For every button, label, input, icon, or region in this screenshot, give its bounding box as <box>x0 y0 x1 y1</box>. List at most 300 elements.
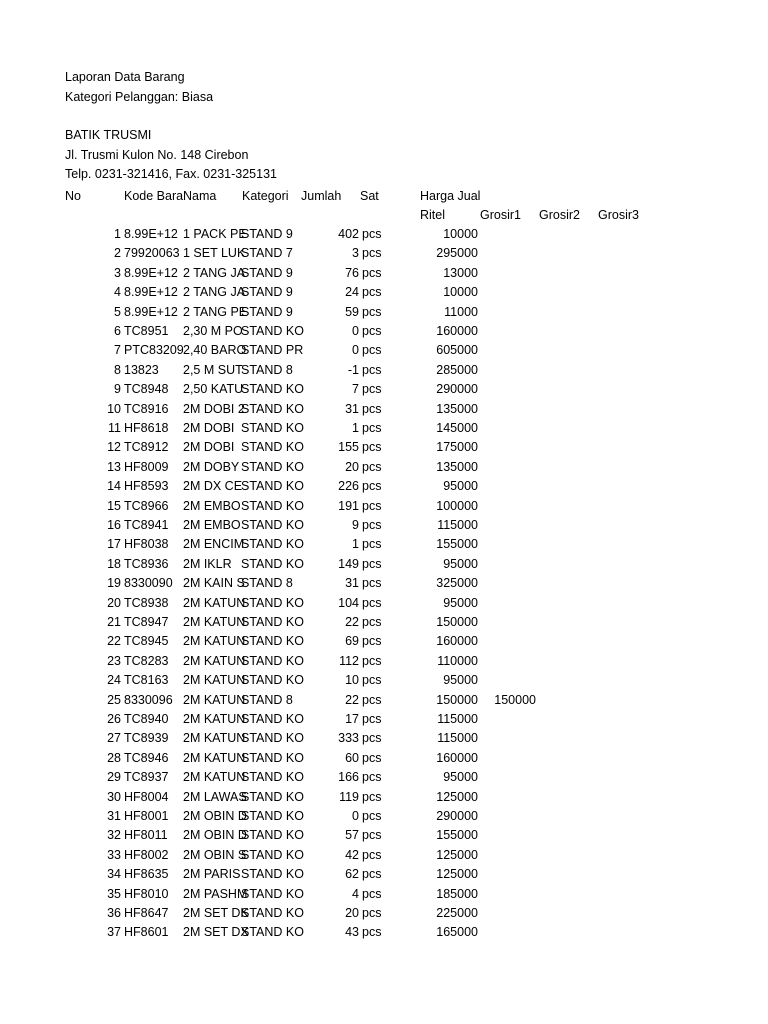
cell-kategori: STAND KO <box>241 499 304 513</box>
company-address: Jl. Trusmi Kulon No. 148 Cirebon <box>65 148 249 162</box>
cell-no: 13 <box>107 460 121 474</box>
cell-sat: pcs <box>362 809 382 823</box>
cell-jumlah: 10 <box>345 673 359 687</box>
cell-no: 3 <box>114 266 121 280</box>
cell-nama: 2 TANG PE <box>183 305 248 319</box>
cell-grosir1 <box>478 341 536 359</box>
cell-no: 27 <box>107 731 121 745</box>
cell-ritel: 135000 <box>436 402 478 416</box>
cell-grosir1 <box>478 671 536 689</box>
cell-nama: 2M IKLR <box>183 557 232 571</box>
cell-nama: 2M KATUN <box>183 615 246 629</box>
cell-kategori: STAND KO <box>241 848 304 862</box>
cell-kategori: STAND KO <box>241 402 304 416</box>
cell-nama: 2M OBIN S <box>183 848 247 862</box>
cell-ritel: 115000 <box>437 712 478 726</box>
cell-no: 14 <box>107 479 121 493</box>
cell-no: 33 <box>107 848 121 862</box>
cell-kode: TC8940 <box>124 712 169 726</box>
cell-sat: pcs <box>362 712 382 726</box>
cell-no: 7 <box>114 343 121 357</box>
cell-kode: HF8001 <box>124 809 169 823</box>
cell-no: 15 <box>107 499 121 513</box>
cell-grosir1 <box>478 768 536 786</box>
cell-nama: 2M ENCIM <box>183 537 245 551</box>
cell-kategori: STAND KO <box>241 421 304 435</box>
cell-no: 4 <box>114 285 121 299</box>
cell-jumlah: 402 <box>338 227 359 241</box>
cell-kode: TC8966 <box>124 499 169 513</box>
cell-ritel: 290000 <box>436 382 478 396</box>
cell-kode: HF8038 <box>124 537 169 551</box>
cell-sat: pcs <box>362 305 382 319</box>
cell-jumlah: 1 <box>352 421 359 435</box>
cell-nama: 2M DOBI 2 <box>183 402 245 416</box>
cell-no: 34 <box>107 867 121 881</box>
cell-sat: pcs <box>362 266 382 280</box>
cell-grosir1 <box>478 865 536 883</box>
cell-kategori: STAND KO <box>241 537 304 551</box>
cell-sat: pcs <box>362 285 382 299</box>
cell-kode: HF8601 <box>124 925 169 939</box>
cell-kode: TC8939 <box>124 731 169 745</box>
cell-sat: pcs <box>362 867 382 881</box>
cell-jumlah: 0 <box>352 343 359 357</box>
cell-nama: 2,30 M PO <box>183 324 243 338</box>
cell-jumlah: 9 <box>352 518 359 532</box>
cell-no: 9 <box>114 382 121 396</box>
cell-no: 2 <box>114 246 121 260</box>
cell-kode: 8.99E+12 <box>124 227 178 241</box>
cell-jumlah: 57 <box>345 828 359 842</box>
cell-grosir1 <box>478 555 536 573</box>
cell-kode: HF8593 <box>124 479 169 493</box>
cell-jumlah: 119 <box>339 790 359 804</box>
cell-nama: 2,50 KATU <box>183 382 244 396</box>
cell-no: 21 <box>107 615 121 629</box>
cell-ritel: 10000 <box>443 227 478 241</box>
cell-kode: HF8004 <box>124 790 169 804</box>
cell-nama: 2M DOBI <box>183 440 235 454</box>
cell-kode: HF8647 <box>124 906 169 920</box>
cell-grosir1 <box>478 516 536 534</box>
cell-grosir1 <box>478 264 536 282</box>
cell-nama: 2M DOBY <box>183 460 240 474</box>
cell-nama: 2M PARIS <box>183 867 241 881</box>
cell-kategori: STAND KO <box>241 596 304 610</box>
cell-sat: pcs <box>362 828 382 842</box>
cell-grosir1 <box>478 380 536 398</box>
cell-no: 37 <box>107 925 121 939</box>
cell-sat: pcs <box>362 906 382 920</box>
cell-kategori: STAND KO <box>241 557 304 571</box>
cell-kategori: STAND KO <box>241 324 304 338</box>
cell-nama: 2M KATUN <box>183 673 246 687</box>
cell-ritel: 325000 <box>436 576 478 590</box>
cell-grosir1 <box>478 458 536 476</box>
cell-sat: pcs <box>362 673 382 687</box>
cell-no: 16 <box>107 518 121 532</box>
cell-ritel: 165000 <box>436 925 478 939</box>
cell-ritel: 150000 <box>436 615 478 629</box>
cell-ritel: 95000 <box>443 479 478 493</box>
cell-sat: pcs <box>362 634 382 648</box>
cell-no: 6 <box>114 324 121 338</box>
cell-grosir1 <box>478 225 536 243</box>
cell-kategori: STAND KO <box>241 867 304 881</box>
cell-kategori: STAND KO <box>241 751 304 765</box>
cell-sat: pcs <box>362 654 382 668</box>
cell-nama: 2M EMBO <box>183 518 241 532</box>
customer-category: Kategori Pelanggan: Biasa <box>65 90 214 104</box>
cell-kode: TC8916 <box>124 402 169 416</box>
header-harga-jual: Harga Jual <box>420 189 481 203</box>
cell-kategori: STAND 8 <box>241 693 293 707</box>
cell-nama: 2M KATUN <box>183 596 246 610</box>
cell-kode: PTC83209 <box>124 343 184 357</box>
cell-jumlah: 191 <box>338 499 359 513</box>
cell-kategori: STAND KO <box>241 615 304 629</box>
cell-nama: 2M EMBO <box>183 499 241 513</box>
cell-kategori: STAND KO <box>241 479 304 493</box>
cell-kategori: STAND KO <box>241 440 304 454</box>
cell-no: 19 <box>107 576 121 590</box>
cell-kode: HF8635 <box>124 867 169 881</box>
cell-kode: TC8912 <box>124 440 169 454</box>
cell-jumlah: 4 <box>352 887 359 901</box>
cell-ritel: 95000 <box>443 673 478 687</box>
cell-grosir1 <box>478 710 536 728</box>
cell-ritel: 95000 <box>443 596 478 610</box>
cell-grosir1 <box>478 574 536 592</box>
cell-sat: pcs <box>362 363 382 377</box>
cell-kode: TC8948 <box>124 382 169 396</box>
cell-jumlah: 20 <box>345 906 359 920</box>
cell-grosir1 <box>478 322 536 340</box>
cell-kategori: STAND 7 <box>241 246 293 260</box>
cell-kode: 8330090 <box>124 576 173 590</box>
cell-nama: 2M SET DK <box>183 906 249 920</box>
cell-ritel: 285000 <box>436 363 478 377</box>
header-nama: Nama <box>183 189 217 203</box>
company-name: BATIK TRUSMI <box>65 128 152 142</box>
cell-ritel: 115000 <box>437 731 478 745</box>
cell-sat: pcs <box>362 382 382 396</box>
cell-kode: HF8011 <box>124 828 168 842</box>
cell-no: 26 <box>107 712 121 726</box>
cell-grosir1 <box>478 438 536 456</box>
cell-ritel: 125000 <box>436 848 478 862</box>
header-kode: Kode Bara <box>124 189 184 203</box>
cell-sat: pcs <box>362 343 382 357</box>
cell-grosir1 <box>478 826 536 844</box>
cell-no: 12 <box>107 440 121 454</box>
cell-kode: TC8936 <box>124 557 169 571</box>
cell-grosir1 <box>478 477 536 495</box>
cell-sat: pcs <box>362 596 382 610</box>
cell-kode: TC8946 <box>124 751 169 765</box>
cell-jumlah: 62 <box>345 867 359 881</box>
cell-jumlah: 59 <box>345 305 359 319</box>
cell-no: 11 <box>108 421 121 435</box>
cell-ritel: 95000 <box>443 770 478 784</box>
cell-no: 28 <box>107 751 121 765</box>
cell-nama: 2M KATUN <box>183 751 246 765</box>
cell-no: 20 <box>107 596 121 610</box>
cell-jumlah: 22 <box>345 615 359 629</box>
cell-kode: 8.99E+12 <box>124 266 178 280</box>
header-jumlah: Jumlah <box>301 189 342 203</box>
cell-ritel: 95000 <box>443 557 478 571</box>
cell-no: 18 <box>107 557 121 571</box>
cell-kode: 79920063 <box>124 246 180 260</box>
cell-grosir1 <box>478 729 536 747</box>
cell-kategori: STAND KO <box>241 906 304 920</box>
cell-nama: 2 TANG JA <box>183 285 246 299</box>
cell-jumlah: 0 <box>352 324 359 338</box>
cell-grosir1 <box>478 535 536 553</box>
cell-sat: pcs <box>362 537 382 551</box>
cell-kategori: STAND 8 <box>241 363 293 377</box>
cell-kategori: STAND KO <box>241 790 304 804</box>
cell-nama: 2M SET DX <box>183 925 249 939</box>
cell-jumlah: 31 <box>345 576 359 590</box>
cell-nama: 2,5 M SUT <box>183 363 243 377</box>
cell-grosir1 <box>478 788 536 806</box>
cell-ritel: 125000 <box>436 790 478 804</box>
cell-grosir1 <box>478 885 536 903</box>
cell-kode: HF8009 <box>124 460 169 474</box>
cell-jumlah: 333 <box>338 731 359 745</box>
cell-nama: 2,40 BARO <box>183 343 247 357</box>
cell-sat: pcs <box>362 440 382 454</box>
cell-no: 25 <box>107 693 121 707</box>
cell-ritel: 125000 <box>436 867 478 881</box>
company-contact: Telp. 0231-321416, Fax. 0231-325131 <box>65 167 277 181</box>
cell-kode: TC8937 <box>124 770 169 784</box>
cell-ritel: 155000 <box>436 828 478 842</box>
header-no: No <box>65 189 81 203</box>
cell-kode: 8.99E+12 <box>124 285 178 299</box>
cell-nama: 2M KATUN <box>183 693 246 707</box>
cell-sat: pcs <box>362 751 382 765</box>
cell-jumlah: -1 <box>347 363 359 377</box>
cell-jumlah: 17 <box>345 712 359 726</box>
cell-nama: 2M KATUN <box>183 654 246 668</box>
cell-sat: pcs <box>362 615 382 629</box>
cell-kategori: STAND KO <box>241 460 304 474</box>
cell-jumlah: 20 <box>345 460 359 474</box>
cell-grosir1 <box>478 632 536 650</box>
cell-grosir1 <box>478 846 536 864</box>
cell-kode: HF8002 <box>124 848 169 862</box>
header-kategori: Kategori <box>242 189 289 203</box>
cell-ritel: 605000 <box>436 343 478 357</box>
header-sat: Sat <box>360 189 379 203</box>
cell-ritel: 13000 <box>443 266 478 280</box>
cell-nama: 2M LAWAS <box>183 790 247 804</box>
cell-ritel: 160000 <box>436 634 478 648</box>
cell-kategori: STAND KO <box>241 731 304 745</box>
cell-ritel: 145000 <box>436 421 478 435</box>
cell-ritel: 160000 <box>436 751 478 765</box>
cell-kode: TC8163 <box>124 673 169 687</box>
cell-kode: HF8010 <box>124 887 169 901</box>
cell-sat: pcs <box>362 731 382 745</box>
cell-ritel: 290000 <box>436 809 478 823</box>
cell-ritel: 175000 <box>436 440 478 454</box>
cell-jumlah: 155 <box>338 440 359 454</box>
cell-no: 23 <box>107 654 121 668</box>
cell-sat: pcs <box>362 246 382 260</box>
cell-kategori: STAND 9 <box>241 266 293 280</box>
cell-jumlah: 1 <box>352 537 359 551</box>
cell-kategori: STAND PR <box>241 343 304 357</box>
cell-grosir1 <box>478 400 536 418</box>
cell-no: 22 <box>107 634 121 648</box>
cell-ritel: 155000 <box>436 537 478 551</box>
cell-kategori: STAND KO <box>241 654 304 668</box>
cell-kode: TC8938 <box>124 596 169 610</box>
cell-ritel: 160000 <box>436 324 478 338</box>
cell-sat: pcs <box>362 925 382 939</box>
cell-sat: pcs <box>362 460 382 474</box>
cell-nama: 2M OBIN D <box>183 828 247 842</box>
cell-jumlah: 3 <box>352 246 359 260</box>
cell-jumlah: 226 <box>338 479 359 493</box>
cell-kategori: STAND 9 <box>241 285 293 299</box>
cell-jumlah: 104 <box>338 596 359 610</box>
cell-kategori: STAND 9 <box>241 227 293 241</box>
cell-no: 36 <box>107 906 121 920</box>
cell-no: 24 <box>107 673 121 687</box>
cell-jumlah: 112 <box>339 654 359 668</box>
cell-sat: pcs <box>362 790 382 804</box>
cell-sat: pcs <box>362 499 382 513</box>
cell-jumlah: 7 <box>352 382 359 396</box>
cell-ritel: 11000 <box>444 305 478 319</box>
cell-sat: pcs <box>362 770 382 784</box>
cell-nama: 2M KAIN S <box>183 576 245 590</box>
header-grosir3: Grosir3 <box>598 208 639 222</box>
cell-ritel: 185000 <box>436 887 478 901</box>
cell-sat: pcs <box>362 887 382 901</box>
cell-nama: 2M KATUN <box>183 731 246 745</box>
header-grosir1: Grosir1 <box>480 208 521 222</box>
cell-grosir1 <box>478 361 536 379</box>
cell-kode: 8330096 <box>124 693 173 707</box>
cell-ritel: 295000 <box>436 246 478 260</box>
cell-kategori: STAND KO <box>241 828 304 842</box>
cell-jumlah: 69 <box>345 634 359 648</box>
cell-jumlah: 0 <box>352 809 359 823</box>
cell-jumlah: 43 <box>345 925 359 939</box>
cell-kode: TC8951 <box>124 324 169 338</box>
cell-jumlah: 149 <box>338 557 359 571</box>
report-title: Laporan Data Barang <box>65 70 185 84</box>
cell-grosir1 <box>478 923 536 941</box>
cell-grosir1 <box>478 419 536 437</box>
cell-sat: pcs <box>362 324 382 338</box>
cell-ritel: 10000 <box>443 285 478 299</box>
cell-no: 35 <box>107 887 121 901</box>
cell-kode: TC8945 <box>124 634 169 648</box>
header-grosir2: Grosir2 <box>539 208 580 222</box>
cell-grosir1 <box>478 497 536 515</box>
cell-ritel: 100000 <box>436 499 478 513</box>
cell-no: 5 <box>114 305 121 319</box>
cell-nama: 2M OBIN D <box>183 809 247 823</box>
cell-grosir1 <box>478 807 536 825</box>
cell-grosir1 <box>478 303 536 321</box>
cell-sat: pcs <box>362 479 382 493</box>
cell-nama: 2M DOBI <box>183 421 235 435</box>
cell-sat: pcs <box>362 576 382 590</box>
cell-kategori: STAND KO <box>241 382 304 396</box>
cell-jumlah: 42 <box>345 848 359 862</box>
cell-sat: pcs <box>362 848 382 862</box>
cell-kode: 13823 <box>124 363 159 377</box>
cell-nama: 2M KATUN <box>183 712 246 726</box>
cell-nama: 2M PASHM <box>183 887 248 901</box>
cell-nama: 2 TANG JA <box>183 266 246 280</box>
cell-grosir1: 150000 <box>494 693 536 707</box>
cell-grosir1 <box>478 283 536 301</box>
cell-no: 32 <box>107 828 121 842</box>
cell-nama: 2M KATUN <box>183 634 246 648</box>
cell-sat: pcs <box>362 421 382 435</box>
cell-grosir1 <box>478 244 536 262</box>
cell-jumlah: 60 <box>345 751 359 765</box>
cell-jumlah: 24 <box>345 285 359 299</box>
cell-nama: 1 PACK PE <box>183 227 247 241</box>
cell-jumlah: 31 <box>345 402 359 416</box>
cell-kode: HF8618 <box>124 421 169 435</box>
cell-nama: 2M KATUN <box>183 770 246 784</box>
cell-ritel: 135000 <box>436 460 478 474</box>
cell-nama: 1 SET LUK <box>183 246 246 260</box>
cell-kategori: STAND KO <box>241 925 304 939</box>
cell-kategori: STAND 9 <box>241 305 293 319</box>
cell-sat: pcs <box>362 693 382 707</box>
cell-kategori: STAND KO <box>241 518 304 532</box>
cell-jumlah: 166 <box>338 770 359 784</box>
cell-kategori: STAND 8 <box>241 576 293 590</box>
cell-no: 1 <box>114 227 121 241</box>
cell-kategori: STAND KO <box>241 770 304 784</box>
cell-grosir1 <box>478 613 536 631</box>
cell-sat: pcs <box>362 402 382 416</box>
cell-kode: 8.99E+12 <box>124 305 178 319</box>
cell-ritel: 150000 <box>436 693 478 707</box>
cell-sat: pcs <box>362 557 382 571</box>
cell-nama: 2M DX CE <box>183 479 243 493</box>
cell-ritel: 115000 <box>437 518 478 532</box>
header-ritel: Ritel <box>420 208 446 222</box>
cell-grosir1 <box>478 652 536 670</box>
cell-grosir1 <box>478 594 536 612</box>
cell-kode: TC8947 <box>124 615 169 629</box>
cell-no: 8 <box>114 363 121 377</box>
cell-kode: TC8283 <box>124 654 169 668</box>
cell-no: 17 <box>107 537 121 551</box>
cell-kategori: STAND KO <box>241 634 304 648</box>
cell-no: 10 <box>107 402 121 416</box>
cell-grosir1 <box>478 904 536 922</box>
cell-no: 31 <box>107 809 121 823</box>
cell-kategori: STAND KO <box>241 809 304 823</box>
cell-kode: TC8941 <box>124 518 169 532</box>
